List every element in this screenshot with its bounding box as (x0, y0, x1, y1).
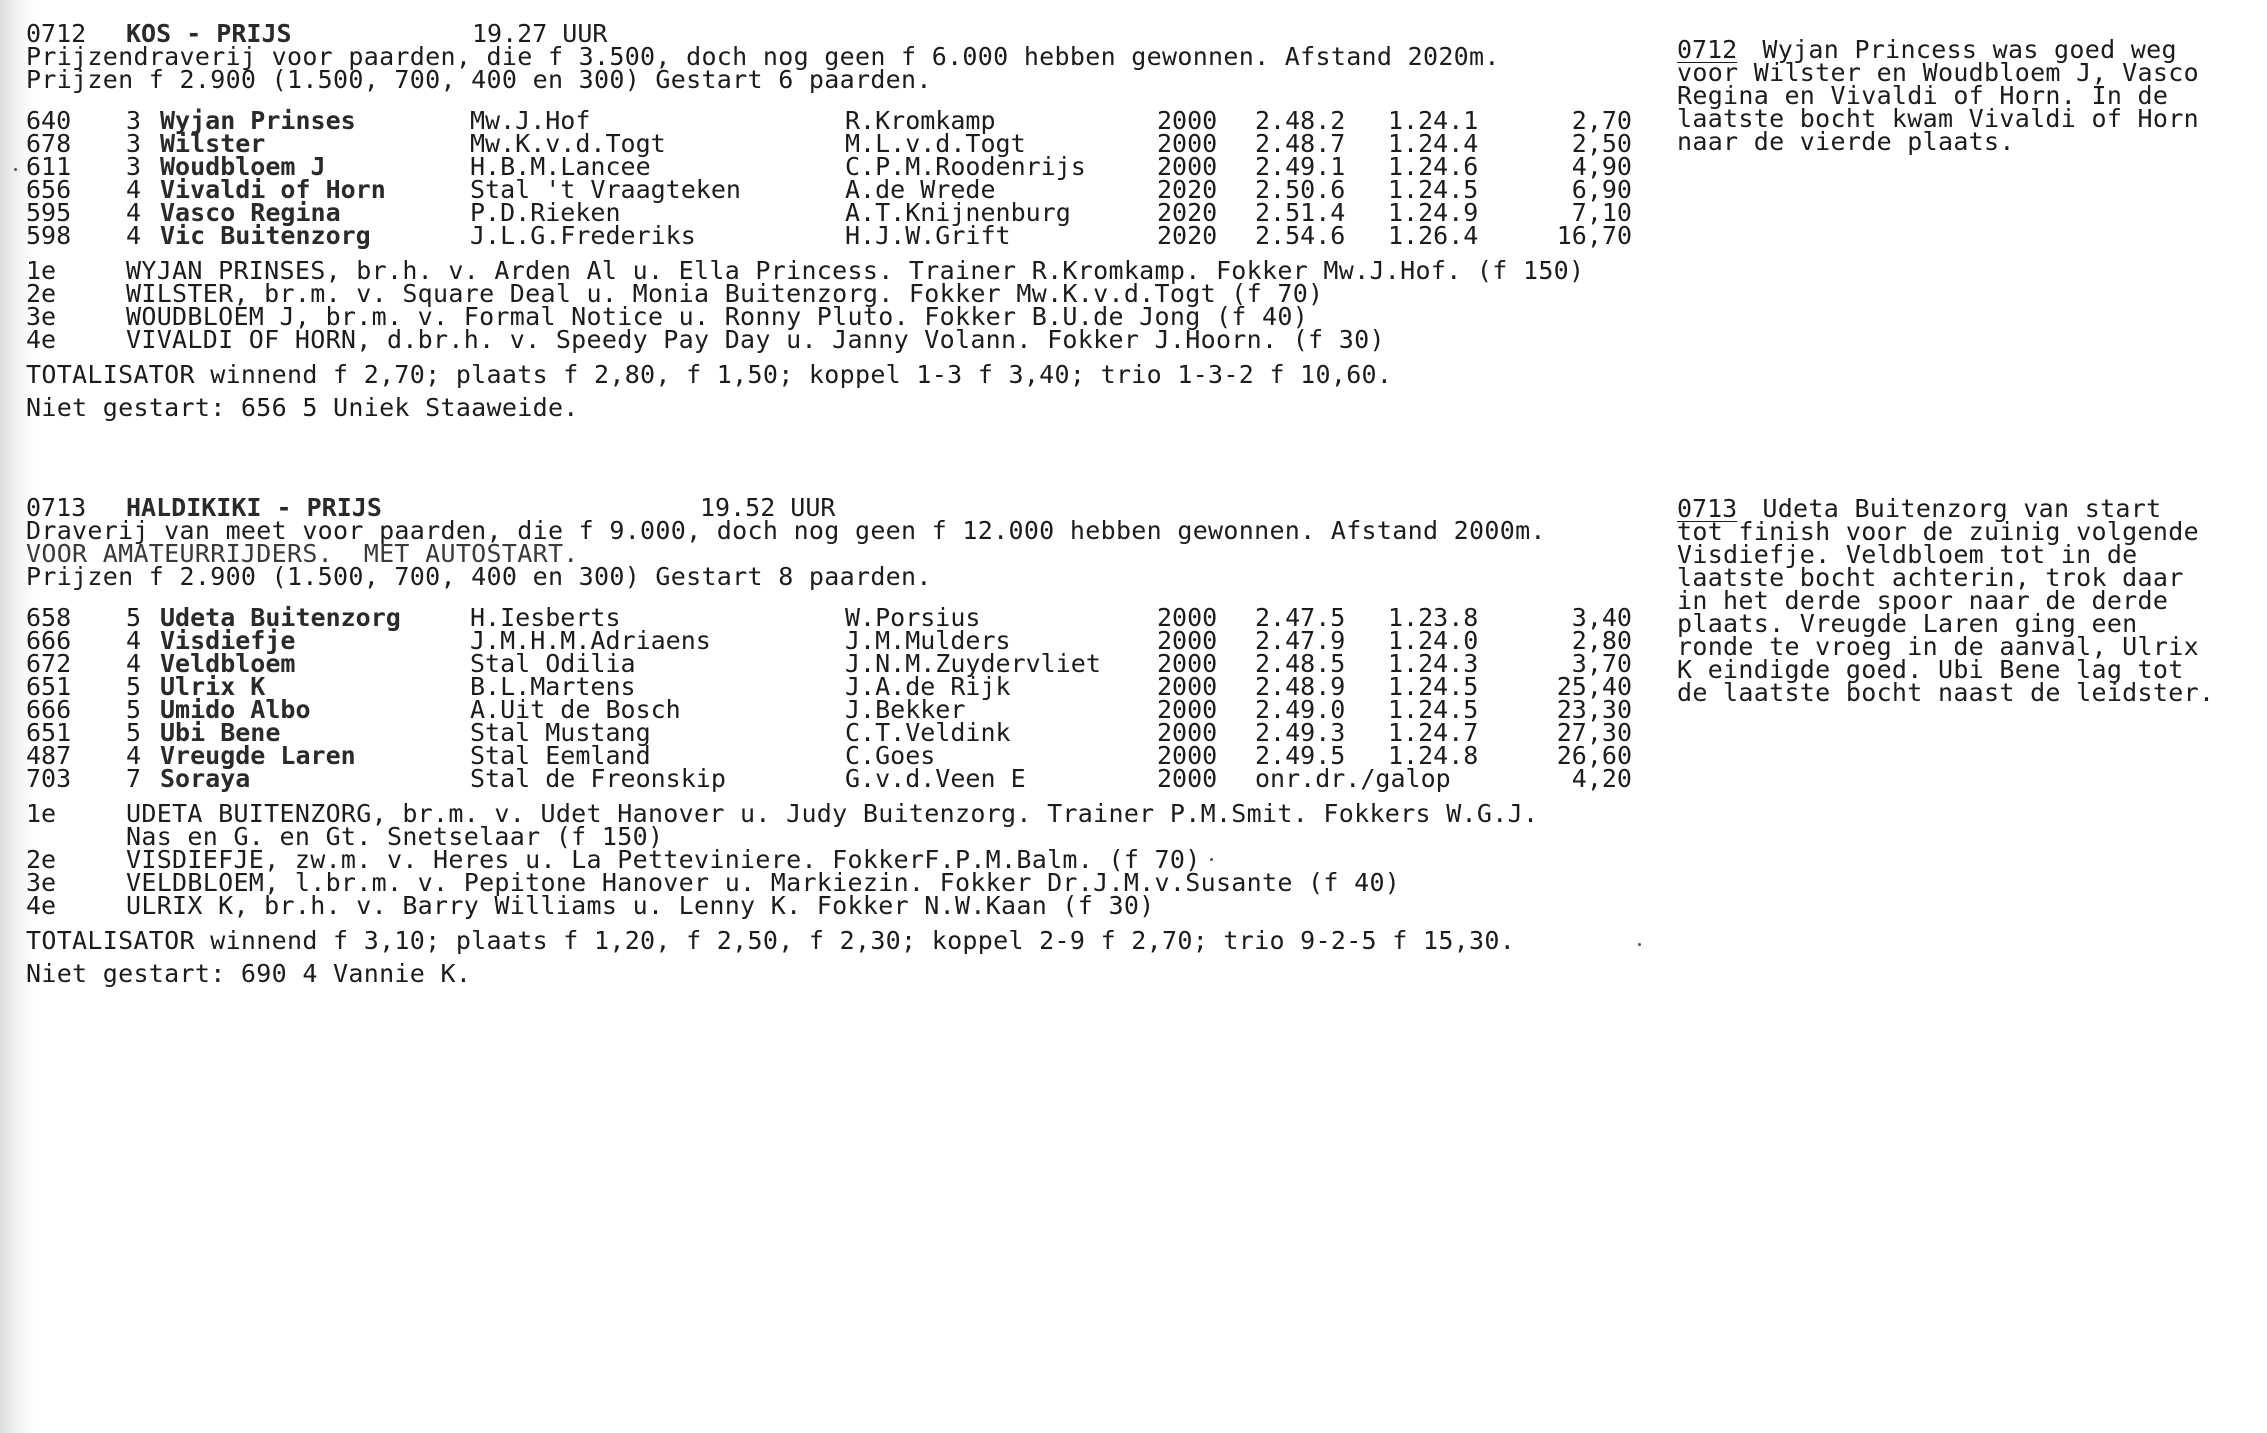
horse-name: Visdiefje (160, 626, 296, 655)
km-time: 1.24.0 (1388, 626, 1479, 655)
km-time: 1.24.6 (1388, 152, 1479, 181)
distance: 2000 (1157, 672, 1218, 701)
race-code: 0712 (26, 19, 87, 48)
distance: 2000 (1157, 152, 1218, 181)
post-position: 4 (126, 741, 142, 770)
race-time: 19.27 UUR (472, 19, 608, 48)
post-position: 3 (126, 129, 142, 158)
commentary-line: Visdiefje. Veldbloem tot in de (1677, 540, 2138, 569)
post-position: 4 (126, 221, 142, 250)
owner-name: Stal Mustang (470, 718, 651, 747)
race-code: 0713 (26, 493, 87, 522)
post-position: 5 (126, 718, 142, 747)
commentary-line: Wyjan Princess was goed weg (1747, 35, 2177, 64)
owner-name: H.Iesberts (470, 603, 621, 632)
start-number: 651 (26, 672, 72, 701)
post-position: 4 (126, 198, 142, 227)
km-time: 1.24.4 (1388, 129, 1479, 158)
placing-description: WILSTER, br.m. v. Square Deal u. Monia Buitenzorg. Fokker Mw.K.v.d.Togt (f 70) (126, 279, 1324, 308)
not-started-line: Niet gestart: 690 4 Vannie K. (26, 959, 472, 988)
driver-name: C.Goes (845, 741, 936, 770)
placing-rank: 4e (26, 325, 57, 354)
placing-description: ULRIX K, br.h. v. Barry Williams u. Lenny K. Fokker N.W.Kaan (f 30) (126, 891, 1155, 920)
distance: 2000 (1157, 626, 1218, 655)
race-time-value: onr.dr./galop (1255, 764, 1451, 793)
distance: 2020 (1157, 198, 1218, 227)
scan-speck (1210, 858, 1213, 861)
distance: 2000 (1157, 741, 1218, 770)
post-position: 3 (126, 106, 142, 135)
horse-name: Veldbloem (160, 649, 296, 678)
owner-name: H.B.M.Lancee (470, 152, 651, 181)
distance: 2000 (1157, 129, 1218, 158)
scan-speck (14, 168, 17, 171)
km-time: 1.24.8 (1388, 741, 1479, 770)
race-name: HALDIKIKI - PRIJS (126, 493, 382, 522)
km-time: 1.24.7 (1388, 718, 1479, 747)
race-time-value: 2.47.5 (1255, 603, 1346, 632)
km-time: 1.24.1 (1388, 106, 1479, 135)
start-number: 595 (26, 198, 72, 227)
driver-name: M.L.v.d.Togt (845, 129, 1026, 158)
start-number: 640 (26, 106, 72, 135)
race-time-value: 2.49.0 (1255, 695, 1346, 724)
horse-name: Umido Albo (160, 695, 311, 724)
placing-rank: 4e (26, 891, 57, 920)
distance: 2000 (1157, 603, 1218, 632)
start-number: 611 (26, 152, 72, 181)
horse-name: Vic Buitenzorg (160, 221, 371, 250)
race-description: Prijzendraverij voor paarden, die f 3.500, doch nog geen f 6.000 hebben gewonnen. Afstand 2020m. (26, 42, 1500, 71)
odds: 25,40 (1556, 672, 1632, 701)
race-name: KOS - PRIJS (126, 19, 292, 48)
km-time: 1.24.5 (1388, 175, 1479, 204)
driver-name: C.P.M.Roodenrijs (845, 152, 1086, 181)
owner-name: J.L.G.Frederiks (470, 221, 696, 250)
km-time: 1.24.9 (1388, 198, 1479, 227)
km-time: 1.24.5 (1388, 672, 1479, 701)
placing-rank: 2e (26, 845, 57, 874)
owner-name: Stal 't Vraagteken (470, 175, 741, 204)
driver-name: J.N.M.Zuydervliet (845, 649, 1101, 678)
totalisator-line: TOTALISATOR winnend f 3,10; plaats f 1,20, f 2,50, f 2,30; koppel 2-9 f 2,70; trio 9-2-5 f 15,30. (26, 926, 1516, 955)
distance: 2000 (1157, 649, 1218, 678)
start-number: 672 (26, 649, 72, 678)
commentary-line: Udeta Buitenzorg van start (1747, 494, 2162, 523)
driver-name: A.de Wrede (845, 175, 996, 204)
race-conditions: VOOR AMATEURRIJDERS. MET AUTOSTART. (26, 539, 579, 568)
owner-name: Stal Odilia (470, 649, 636, 678)
start-number: 678 (26, 129, 72, 158)
odds: 2,70 (1571, 106, 1632, 135)
owner-name: B.L.Martens (470, 672, 636, 701)
post-position: 5 (126, 695, 142, 724)
km-time: 1.24.5 (1388, 695, 1479, 724)
race-prizes: Prijzen f 2.900 (1.500, 700, 400 en 300) Gestart 6 paarden. (26, 65, 932, 94)
distance: 2000 (1157, 695, 1218, 724)
driver-name: R.Kromkamp (845, 106, 996, 135)
commentary-line: plaats. Vreugde Laren ging een (1677, 609, 2138, 638)
post-position: 4 (126, 626, 142, 655)
horse-name: Vivaldi of Horn (160, 175, 386, 204)
race-time-value: 2.48.9 (1255, 672, 1346, 701)
driver-name: H.J.W.Grift (845, 221, 1011, 250)
owner-name: P.D.Rieken (470, 198, 621, 227)
horse-name: Udeta Buitenzorg (160, 603, 401, 632)
placing-rank: 3e (26, 302, 57, 331)
horse-name: Ulrix K (160, 672, 266, 701)
placing-description: Nas en G. en Gt. Snetselaar (f 150) (126, 822, 664, 851)
race-time-value: 2.51.4 (1255, 198, 1346, 227)
horse-name: Ubi Bene (160, 718, 281, 747)
race-time-value: 2.49.3 (1255, 718, 1346, 747)
start-number: 666 (26, 695, 72, 724)
placing-rank: 1e (26, 799, 57, 828)
race-time-value: 2.48.5 (1255, 649, 1346, 678)
start-number: 656 (26, 175, 72, 204)
owner-name: Stal de Freonskip (470, 764, 726, 793)
commentary-code: 0712 (1677, 35, 1738, 64)
race-time: 19.52 UUR (700, 493, 836, 522)
post-position: 4 (126, 175, 142, 204)
race-time-value: 2.50.6 (1255, 175, 1346, 204)
owner-name: Mw.J.Hof (470, 106, 591, 135)
placing-description: VELDBLOEM, l.br.m. v. Pepitone Hanover u. Markiezin. Fokker Dr.J.M.v.Susante (f 40) (126, 868, 1401, 897)
start-number: 651 (26, 718, 72, 747)
post-position: 3 (126, 152, 142, 181)
placing-description: WOUDBLOEM J, br.m. v. Formal Notice u. Ronny Pluto. Fokker B.U.de Jong (f 40) (126, 302, 1309, 331)
placing-rank: 2e (26, 279, 57, 308)
km-time: 1.24.3 (1388, 649, 1479, 678)
start-number: 658 (26, 603, 72, 632)
km-time: 1.26.4 (1388, 221, 1479, 250)
post-position: 4 (126, 649, 142, 678)
odds: 6,90 (1571, 175, 1632, 204)
commentary-line: laatste bocht achterin, trok daar (1677, 563, 2184, 592)
driver-name: J.A.de Rijk (845, 672, 1011, 701)
horse-name: Vreugde Laren (160, 741, 356, 770)
km-time: 1.23.8 (1388, 603, 1479, 632)
race-time-value: 2.49.5 (1255, 741, 1346, 770)
commentary-line: Regina en Vivaldi of Horn. In de (1677, 81, 2169, 110)
race-time-value: 2.54.6 (1255, 221, 1346, 250)
driver-name: W.Porsius (845, 603, 981, 632)
driver-name: A.T.Knijnenburg (845, 198, 1071, 227)
horse-name: Wyjan Prinses (160, 106, 356, 135)
horse-name: Vasco Regina (160, 198, 341, 227)
commentary-line: ronde te vroeg in de aanval, Ulrix (1677, 632, 2199, 661)
placing-description: WYJAN PRINSES, br.h. v. Arden Al u. Ella Princess. Trainer R.Kromkamp. Fokker Mw.J.Hof. (f 150) (126, 256, 1585, 285)
commentary-line: naar de vierde plaats. (1677, 127, 2015, 156)
odds: 7,10 (1571, 198, 1632, 227)
owner-name: Stal Eemland (470, 741, 651, 770)
odds: 23,30 (1556, 695, 1632, 724)
totalisator-line: TOTALISATOR winnend f 2,70; plaats f 2,80, f 1,50; koppel 1-3 f 3,40; trio 1-3-2 f 10,60. (26, 360, 1393, 389)
distance: 2020 (1157, 221, 1218, 250)
horse-name: Woudbloem J (160, 152, 326, 181)
commentary-line: de laatste bocht naast de leidster. (1677, 678, 2215, 707)
driver-name: J.M.Mulders (845, 626, 1011, 655)
post-position: 7 (126, 764, 142, 793)
distance: 2020 (1157, 175, 1218, 204)
commentary-line: laatste bocht kwam Vivaldi of Horn (1677, 104, 2199, 133)
post-position: 5 (126, 672, 142, 701)
odds: 27,30 (1556, 718, 1632, 747)
race-time-value: 2.48.7 (1255, 129, 1346, 158)
scan-speck (1638, 943, 1641, 946)
driver-name: C.T.Veldink (845, 718, 1011, 747)
start-number: 703 (26, 764, 72, 793)
commentary-line: K eindigde goed. Ubi Bene lag tot (1677, 655, 2184, 684)
placing-rank: 3e (26, 868, 57, 897)
owner-name: J.M.H.M.Adriaens (470, 626, 711, 655)
start-number: 598 (26, 221, 72, 250)
race-time-value: 2.49.1 (1255, 152, 1346, 181)
start-number: 487 (26, 741, 72, 770)
race-time-value: 2.47.9 (1255, 626, 1346, 655)
placing-description: VISDIEFJE, zw.m. v. Heres u. La Petteviniere. FokkerF.P.M.Balm. (f 70) (126, 845, 1201, 874)
odds: 16,70 (1556, 221, 1632, 250)
odds: 26,60 (1556, 741, 1632, 770)
placing-rank: 1e (26, 256, 57, 285)
start-number: 666 (26, 626, 72, 655)
commentary-code: 0713 (1677, 494, 1738, 523)
owner-name: A.Uit de Bosch (470, 695, 681, 724)
placing-description: VIVALDI OF HORN, d.br.h. v. Speedy Pay Day u. Janny Volann. Fokker J.Hoorn. (f 30) (126, 325, 1385, 354)
race-prizes: Prijzen f 2.900 (1.500, 700, 400 en 300) Gestart 8 paarden. (26, 562, 932, 591)
placing-description: UDETA BUITENZORG, br.m. v. Udet Hanover u. Judy Buitenzorg. Trainer P.M.Smit. Fokkers W.G.J. (126, 799, 1539, 828)
race-description: Draverij van meet voor paarden, die f 9.000, doch nog geen f 12.000 hebben gewonnen. Afstand 2000m. (26, 516, 1546, 545)
race-time-value: 2.48.2 (1255, 106, 1346, 135)
distance: 2000 (1157, 764, 1218, 793)
distance: 2000 (1157, 106, 1218, 135)
commentary-line: in het derde spoor naar de derde (1677, 586, 2169, 615)
odds: 3,40 (1571, 603, 1632, 632)
driver-name: G.v.d.Veen E (845, 764, 1026, 793)
horse-name: Soraya (160, 764, 251, 793)
commentary-line: tot finish voor de zuinig volgende (1677, 517, 2199, 546)
horse-name: Wilster (160, 129, 266, 158)
odds: 4,90 (1571, 152, 1632, 181)
odds: 4,20 (1571, 764, 1632, 793)
owner-name: Mw.K.v.d.Togt (470, 129, 666, 158)
driver-name: J.Bekker (845, 695, 966, 724)
commentary-line: voor Wilster en Woudbloem J, Vasco (1677, 58, 2199, 87)
odds: 2,50 (1571, 129, 1632, 158)
distance: 2000 (1157, 718, 1218, 747)
post-position: 5 (126, 603, 142, 632)
not-started-line: Niet gestart: 656 5 Uniek Staaweide. (26, 393, 579, 422)
odds: 3,70 (1571, 649, 1632, 678)
odds: 2,80 (1571, 626, 1632, 655)
